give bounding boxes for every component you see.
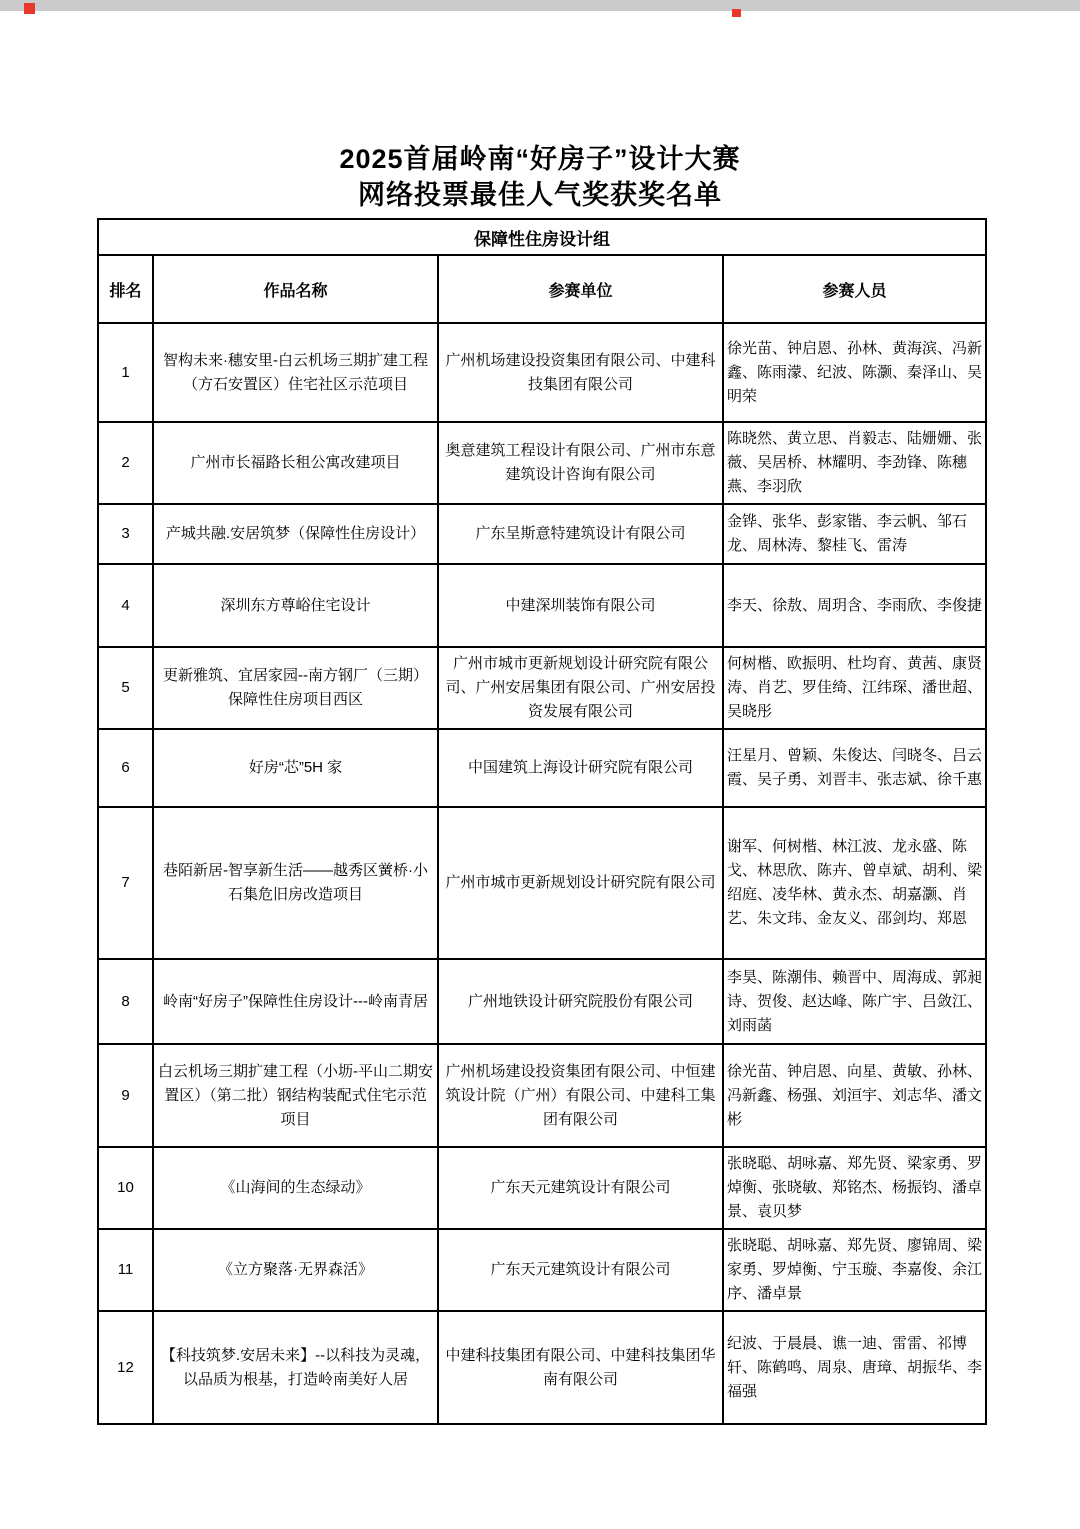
table-row	[98, 647, 986, 729]
cell-work: 更新雅筑、宜居家园--南方钢厂（三期）保障性住房项目西区	[153, 647, 438, 729]
table-group-header: 保障性住房设计组	[98, 219, 986, 255]
cell-work: 产城共融.安居筑梦（保障性住房设计）	[153, 504, 438, 564]
cell-rank: 12	[98, 1311, 153, 1424]
cell-work: 深圳东方尊峪住宅设计	[153, 564, 438, 647]
cell-people: 汪星月、曾颖、朱俊达、闫晓冬、吕云霞、吴子勇、刘晋丰、张志斌、徐千惠	[723, 729, 986, 807]
cell-rank: 9	[98, 1044, 153, 1147]
table-row	[98, 1229, 986, 1311]
table-row	[98, 504, 986, 564]
cell-rank: 8	[98, 959, 153, 1044]
table-row	[98, 323, 986, 422]
cell-rank: 5	[98, 647, 153, 729]
cell-work: 白云机场三期扩建工程（小坜-平山二期安置区）（第二批）钢结构装配式住宅示范项目	[153, 1044, 438, 1147]
cell-work: 【科技筑梦.安居未来】--以科技为灵魂，以品质为根基，打造岭南美好人居	[153, 1311, 438, 1424]
cell-work: 《立方聚落·无界森活》	[153, 1229, 438, 1311]
table-row	[98, 1147, 986, 1229]
cell-people: 金铧、张华、彭家锴、李云帆、邹石龙、周林涛、黎桂飞、雷涛	[723, 504, 986, 564]
page-title-line1: 2025首届岭南“好房子”设计大赛	[339, 144, 741, 174]
column-header-people: 参赛人员	[723, 255, 986, 323]
cell-work: 巷陌新居-智享新生活——越秀区黉桥·小石集危旧房改造项目	[153, 807, 438, 959]
cell-people: 陈晓然、黄立思、肖毅志、陆姗姗、张薇、吴居桥、林耀明、李劲锋、陈穗燕、李羽欣	[723, 422, 986, 504]
cell-rank: 3	[98, 504, 153, 564]
table-row	[98, 422, 986, 504]
table-group-header-row	[98, 219, 986, 255]
cell-unit: 广州市城市更新规划设计研究院有限公司、广州安居集团有限公司、广州安居投资发展有限公司	[438, 647, 723, 729]
cell-rank: 6	[98, 729, 153, 807]
cell-unit: 广东天元建筑设计有限公司	[438, 1229, 723, 1311]
table-row	[98, 729, 986, 807]
column-header-work: 作品名称	[153, 255, 438, 323]
cell-unit: 广州市城市更新规划设计研究院有限公司	[438, 807, 723, 959]
cell-rank: 2	[98, 422, 153, 504]
page-title	[0, 141, 1080, 213]
cell-work: 好房“芯”5H 家	[153, 729, 438, 807]
cell-people: 张晓聪、胡咏嘉、郑先贤、梁家勇、罗焯衡、张晓敏、郑铭杰、杨振钧、潘卓景、袁贝梦	[723, 1147, 986, 1229]
cell-unit: 奥意建筑工程设计有限公司、广州市东意建筑设计咨询有限公司	[438, 422, 723, 504]
cell-work: 岭南“好房子”保障性住房设计---岭南青居	[153, 959, 438, 1044]
cell-unit: 中国建筑上海设计研究院有限公司	[438, 729, 723, 807]
cell-work: 《山海间的生态绿动》	[153, 1147, 438, 1229]
cell-people: 李昊、陈潮伟、赖晋中、周海成、郭昶诗、贺俊、赵达峰、陈广宇、吕敛江、刘雨菡	[723, 959, 986, 1044]
table-row	[98, 959, 986, 1044]
cell-people: 纪波、于晨晨、谯一迪、雷雷、祁博轩、陈鹤鸣、周泉、唐璋、胡振华、李福强	[723, 1311, 986, 1424]
award-table-container	[97, 218, 985, 1425]
cell-unit: 广州地铁设计研究院股份有限公司	[438, 959, 723, 1044]
award-table	[97, 218, 987, 1425]
column-header-rank: 排名	[98, 255, 153, 323]
red-marker-icon	[24, 3, 35, 14]
red-marker-icon	[732, 9, 741, 17]
column-header-unit: 参赛单位	[438, 255, 723, 323]
cell-people: 何树楷、欧振明、杜均育、黄茜、康贤涛、肖艺、罗佳绮、江纬琛、潘世超、吴晓彤	[723, 647, 986, 729]
cell-people: 张晓聪、胡咏嘉、郑先贤、廖锦周、梁家勇、罗焯衡、宁玉璇、李嘉俊、余江序、潘卓景	[723, 1229, 986, 1311]
table-row	[98, 1044, 986, 1147]
cell-unit: 广州机场建设投资集团有限公司、中建科技集团有限公司	[438, 323, 723, 422]
cell-people: 徐光苗、钟启恩、孙林、黄海滨、冯新鑫、陈雨濛、纪波、陈灏、秦泽山、吴明荣	[723, 323, 986, 422]
cell-work: 广州市长福路长租公寓改建项目	[153, 422, 438, 504]
cell-people: 徐光苗、钟启恩、向星、黄敏、孙林、冯新鑫、杨强、刘洹宇、刘志华、潘文彬	[723, 1044, 986, 1147]
top-gray-strip	[0, 0, 1080, 11]
cell-people: 谢军、何树楷、林江波、龙永盛、陈戈、林思欣、陈卉、曾卓斌、胡利、梁绍庭、凌华林、黄永杰、胡嘉灏、肖艺、朱文玮、金友义、邵剑均、郑恩	[723, 807, 986, 959]
cell-rank: 11	[98, 1229, 153, 1311]
cell-unit: 广东呈斯意特建筑设计有限公司	[438, 504, 723, 564]
cell-unit: 中建深圳装饰有限公司	[438, 564, 723, 647]
table-row	[98, 564, 986, 647]
table-row	[98, 1311, 986, 1424]
cell-unit: 广州机场建设投资集团有限公司、中恒建筑设计院（广州）有限公司、中建科工集团有限公司	[438, 1044, 723, 1147]
cell-work: 智构未来·穗安里-白云机场三期扩建工程（方石安置区）住宅社区示范项目	[153, 323, 438, 422]
cell-unit: 中建科技集团有限公司、中建科技集团华南有限公司	[438, 1311, 723, 1424]
cell-rank: 4	[98, 564, 153, 647]
page-title-line2: 网络投票最佳人气奖获奖名单	[358, 180, 722, 210]
table-row	[98, 807, 986, 959]
cell-rank: 7	[98, 807, 153, 959]
cell-rank: 10	[98, 1147, 153, 1229]
cell-people: 李天、徐敖、周玥含、李雨欣、李俊捷	[723, 564, 986, 647]
table-column-header-row	[98, 255, 986, 323]
cell-rank: 1	[98, 323, 153, 422]
cell-unit: 广东天元建筑设计有限公司	[438, 1147, 723, 1229]
